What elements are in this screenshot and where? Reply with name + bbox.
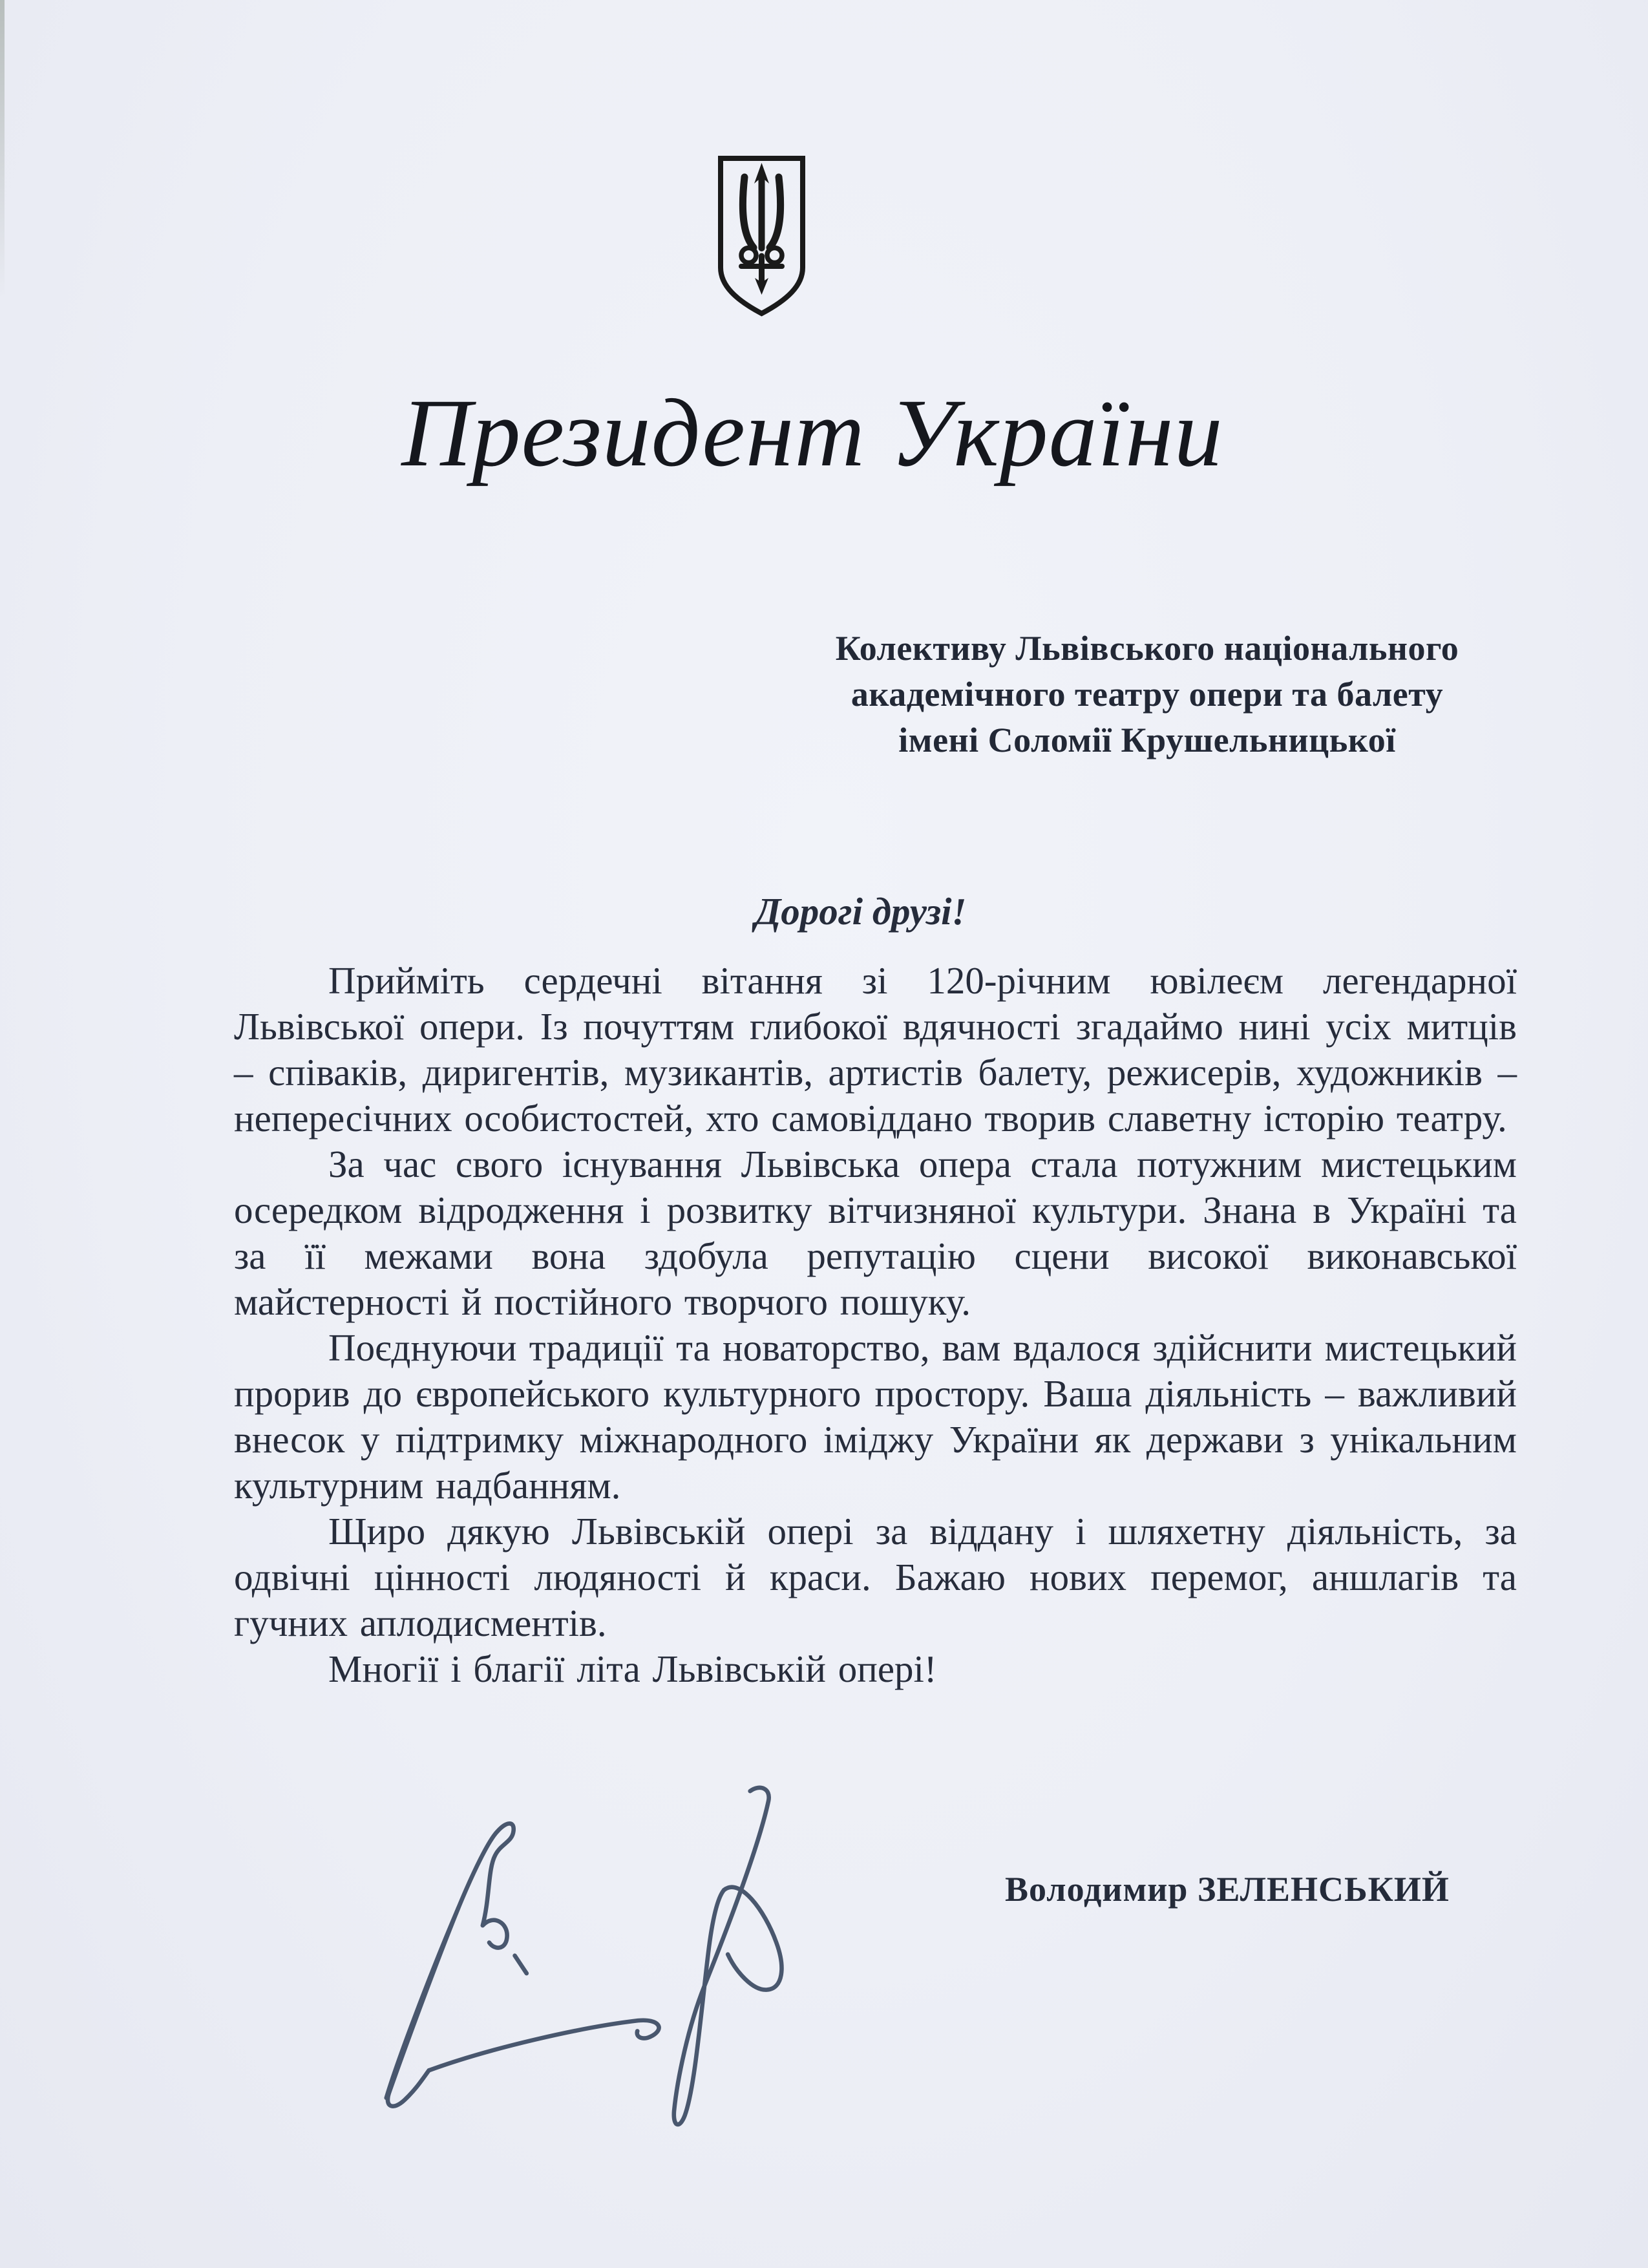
salutation: Дорогі друзі!: [755, 890, 967, 933]
paragraph: Щиро дякую Львівській опері за віддану і шляхетну діяльність, за одвічні цінності людяності й краси. Бажаю нових перемог, аншлагів та гучних аплодисментів.: [234, 1510, 1517, 1644]
signer-name: Володимир ЗЕЛЕНСЬКИЙ: [1005, 1870, 1450, 1909]
recipient-line: Колективу Львівського національного: [835, 629, 1459, 668]
scanner-edge-artifact: [0, 0, 5, 297]
page-title: Президент України: [401, 379, 1223, 487]
paragraph: Прийміть сердечні вітання зі 120-річним ювілеєм легендарної Львівської опери. Із почуттям глибокої вдячності згадаймо нині усіх митців – співаків, диригентів, музикантів, артистів балету, режисерів, художників – непересічних особистостей, хто самовіддано творив славетну історію театру.: [234, 959, 1517, 1139]
recipient-line: академічного театру опери та балету: [850, 675, 1444, 714]
letter-body: [234, 958, 1517, 1692]
closing-line: Многії і благії літа Львівській опері!: [328, 1648, 937, 1690]
trident-emblem-icon: [715, 153, 808, 319]
signature-autograph: [352, 1739, 811, 2198]
recipient-line: імені Соломії Крушельницької: [898, 721, 1396, 759]
recipient-block: [763, 626, 1532, 763]
paragraph: За час свого існування Львівська опера стала потужним мистецьким осередком відродження і розвитку вітчизняної культури. Знана в Україні та за її межами вона здобула репутацію сцени високої виконавської майстерності й постійного творчого пошуку.: [234, 1143, 1517, 1323]
paragraph: Поєднуючи традиції та новаторство, вам вдалося здійснити мистецький прорив до європейського культурного простору. Ваша діяльність – важливий внесок у підтримку міжнародного іміджу України як держави з унікальним культурним надбанням.: [234, 1326, 1517, 1507]
